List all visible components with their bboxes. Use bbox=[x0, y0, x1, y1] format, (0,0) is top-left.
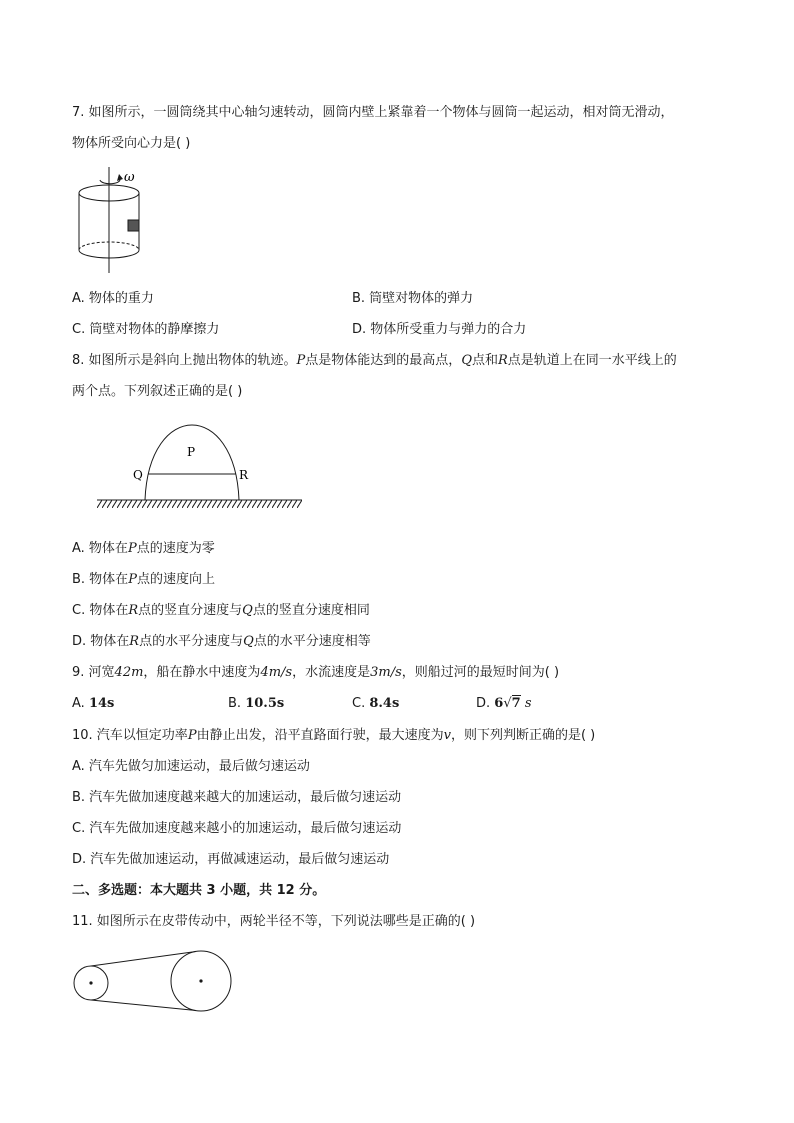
section2-title: 二、多选题：本大题共 3 小题，共 12 分。 bbox=[72, 883, 326, 898]
q7-cylinder-figure bbox=[72, 165, 172, 279]
q10-option-b: B. 汽车先做加速度越来越大的加速运动，最后做匀速运动 bbox=[72, 790, 402, 805]
q8-option-c: C. 物体在R点的竖直分速度与Q点的竖直分速度相同 bbox=[72, 603, 370, 618]
q10-option-c: C. 汽车先做加速度越来越小的加速运动，最后做匀速运动 bbox=[72, 821, 402, 836]
q8-stem-line2: 两个点。下列叙述正确的是( ) bbox=[72, 384, 243, 399]
q8-label-q: Q bbox=[133, 468, 143, 482]
q8-option-b: B. 物体在P点的速度向上 bbox=[72, 572, 215, 587]
q8-label-p: P bbox=[187, 445, 196, 459]
q8-option-a: A. 物体在P点的速度为零 bbox=[72, 541, 215, 556]
q7-stem-line1: 7. 如图所示，一圆筒绕其中心轴匀速转动，圆筒内壁上紧靠着一个物体与圆筒一起运动，相对筒无滑动， bbox=[72, 105, 674, 120]
q11-stem: 11. 如图所示在皮带传动中，两轮半径不等，下列说法哪些是正确的( ) bbox=[72, 914, 476, 929]
q7-omega-label: ω bbox=[124, 170, 135, 185]
q8-stem-line1: 8. 如图所示是斜向上抛出物体的轨迹。P点是物体能达到的最高点，Q点和R点是轨道上在同一水平线上的 bbox=[72, 353, 677, 368]
q10-stem: 10. 汽车以恒定功率P由静止出发，沿平直路面行驶，最大速度为v，则下列判断正确的是( ) bbox=[72, 728, 596, 743]
q8-label-r: R bbox=[239, 468, 249, 482]
q9-option-a: A. 14s bbox=[72, 696, 115, 711]
q11-belt-figure bbox=[72, 948, 237, 1022]
q8-ground bbox=[97, 500, 302, 508]
q9-stem: 9. 河宽42m，船在静水中速度为4m/s，水流速度是3m/s，则船过河的最短时间为( ) bbox=[72, 665, 560, 680]
q8-option-d: D. 物体在R点的水平分速度与Q点的水平分速度相等 bbox=[72, 634, 371, 649]
q7-option-c: C. 筒壁对物体的静摩擦力 bbox=[72, 322, 220, 337]
q7-stem-line2: 物体所受向心力是( ) bbox=[72, 136, 191, 151]
q7-option-d: D. 物体所受重力与弹力的合力 bbox=[352, 322, 527, 337]
q10-option-a: A. 汽车先做匀加速运动，最后做匀速运动 bbox=[72, 759, 310, 774]
q7-option-a: A. 物体的重力 bbox=[72, 291, 154, 306]
q7-option-b: B. 筒壁对物体的弹力 bbox=[352, 291, 474, 306]
q8-trajectory-figure bbox=[92, 420, 307, 524]
q9-option-b: B. 10.5s bbox=[228, 696, 285, 711]
q11-belt-bottom bbox=[91, 1000, 196, 1011]
q9-option-d: D. 6√7 s bbox=[476, 696, 532, 711]
q10-option-d: D. 汽车先做加速运动，再做减速运动，最后做匀速运动 bbox=[72, 852, 390, 867]
q9-option-c: C. 8.4s bbox=[352, 696, 400, 711]
q7-block bbox=[128, 220, 139, 231]
